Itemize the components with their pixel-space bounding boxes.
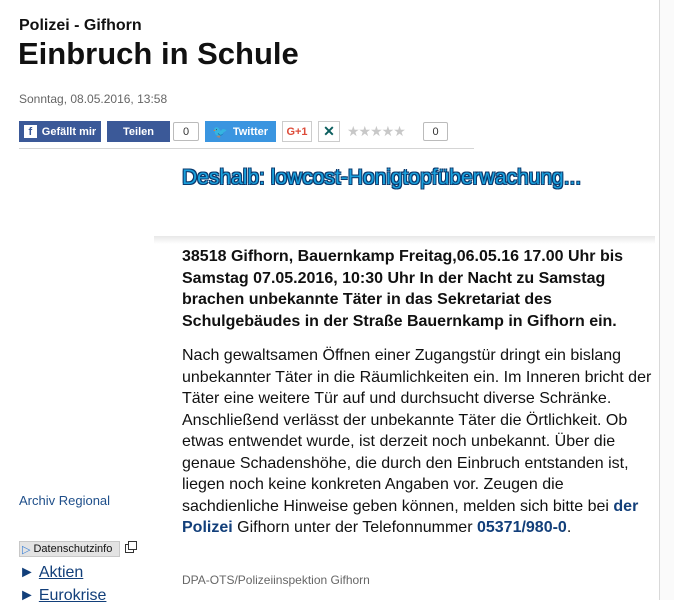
twitter-button[interactable] [205,121,276,142]
xing-icon: ✕ [323,123,335,139]
article-lead: 38518 Gifhorn, Bauernkamp Freitag,06.05.16 17.00 Uhr bis Samstag 07.05.2016, 10:30 Uhr In der Nacht zu Samstag brachen unbekannte Täter in das Sekretariat des Schulgebäudes in der Straße Bauernkamp in Gifhorn ein. [182,248,624,330]
facebook-like-label: Gefällt mir [41,125,97,138]
xing-button[interactable] [318,121,340,142]
twitter-label: Twitter [232,125,269,138]
police-link[interactable]: der Polizei [182,497,639,536]
datenschutz-label: Datenschutzinfo [33,543,113,555]
page-edge [659,0,674,600]
article-body-text: Nach gewaltsamen Öffnen einer Zugangstür dringt ein bislang unbekannter Täter in die Räumlichkeiten ein. Im Inneren bricht der Täter eine weitere Tür auf und durchsucht diverse Schränke. Anschließend verlässt der unbekannte Täter die Örtlichkeit. Ob etwas entwendet wurde, ist derzeit noch unbekannt. Über die genaue Schadenshöhe, die durch den Einbruch entstanden ist, liegen noch keine konkreten Angaben vor. Zeugen die sachdienliche Hinweise geben können, melden sich bitte bei [182,347,652,515]
gplus-button[interactable]: G+1 [282,121,312,142]
twitter-icon: 🐦 [212,124,228,139]
nav-link-aktien[interactable] [19,564,83,582]
arrow-right-icon: ► [19,587,35,604]
article-source: DPA-OTS/Polizeiinspektion Gifhorn [182,573,370,587]
facebook-like-button[interactable] [19,121,101,142]
nav-link-eurokrise[interactable] [19,587,106,605]
article-body-mid: Gifhorn unter der Telefonnummer [232,519,477,536]
article-dateline: Sonntag, 08.05.2016, 13:58 [19,92,168,106]
nav-link-label: Aktien [38,564,84,581]
article-body-end: . [566,519,572,536]
popout-icon[interactable] [125,541,137,553]
archiv-regional-link[interactable]: Archiv Regional [19,493,111,508]
annotation-text: Deshalb: lowcost-Honigtopfüberwachung... [182,166,582,189]
nav-link-label: Eurokrise [38,587,107,604]
share-bar [19,121,479,142]
facebook-icon: f [24,125,37,138]
facebook-share-button[interactable] [107,121,170,142]
article-kicker: Polizei - Gifhorn [19,17,142,34]
article-headline: Einbruch in Schule [18,36,299,71]
datenschutz-button[interactable] [19,541,120,557]
play-icon: ▷ [22,543,31,556]
overlay-shadow [154,236,655,244]
rating-stars[interactable]: ★★★★★ [347,123,405,139]
divider [19,148,474,149]
facebook-share-label: Teilen [123,125,154,138]
facebook-share-count: 0 [173,122,199,141]
article-body [182,345,652,539]
phone-link[interactable]: 05371/980-0 [476,519,567,536]
rating-count: 0 [423,122,448,141]
arrow-right-icon: ► [19,564,35,581]
